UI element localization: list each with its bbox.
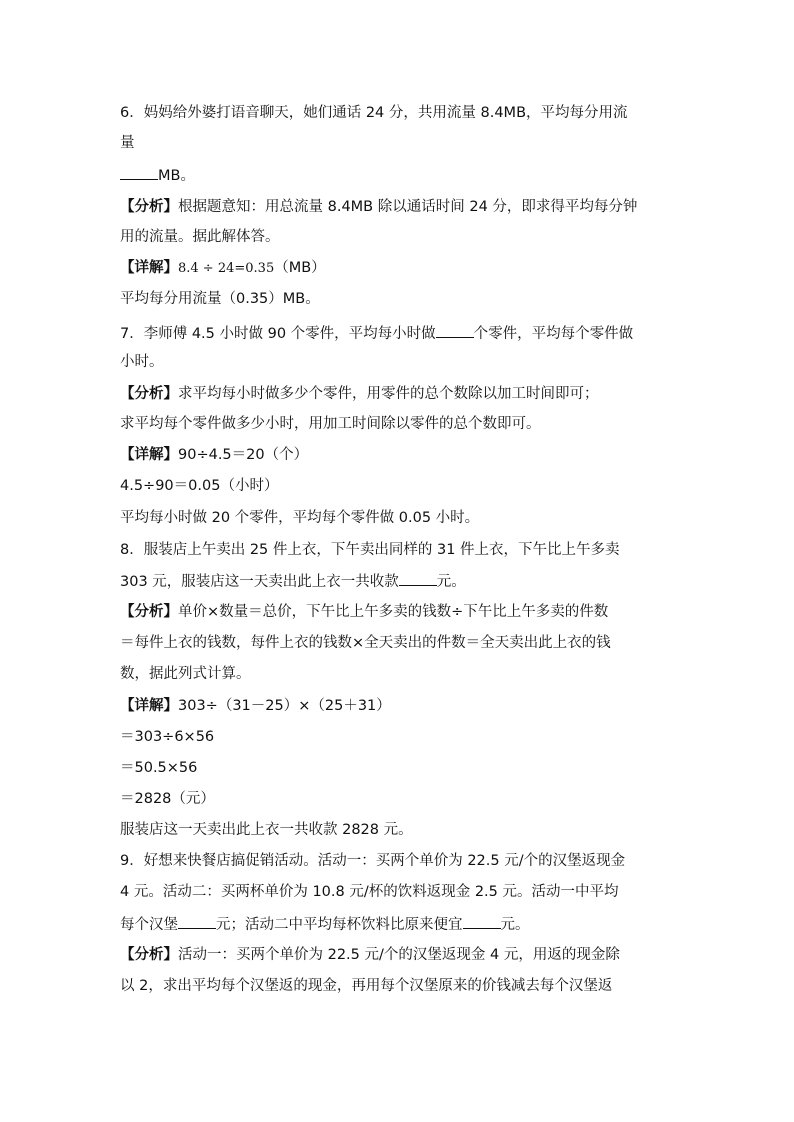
q7-detail-line-2: 4.5÷90＝0.05（小时） — [120, 478, 279, 494]
q7-question-line-2: 小时。 — [120, 354, 164, 370]
analysis-tag: 【分析】 — [120, 947, 178, 963]
q9-question-line-1: 9．好想来快餐店搞促销活动。活动一：买两个单价为 22.5 元/个的汉堡返现金 — [120, 853, 626, 869]
detail-formula: 8.4 ÷ 24=0.35 — [178, 261, 275, 276]
q7-detail-line-1: 【详解】90÷4.5＝20（个） — [120, 447, 309, 463]
q8-question-line-2: 303 元，服装店这一天卖出此上衣一共收款 元。 — [120, 570, 680, 592]
answer-blank — [463, 913, 501, 929]
q7-question-line-1: 7．李师傅 4.5 小时做 90 个零件，平均每小时做 个零件，平均每个零件做 — [120, 322, 680, 344]
detail-tag: 【详解】 — [120, 260, 178, 276]
q9-question-line-2: 4 元。活动二：买两杯单价为 10.8 元/杯的饮料返现金 2.5 元。活动一中平均 — [120, 884, 619, 900]
q7-analysis-line-1: 【分析】求平均每小时做多少个零件，用零件的总个数除以加工时间即可； — [120, 386, 599, 402]
q6-question-line-2: 量 — [120, 135, 135, 151]
q8-analysis-line-2: ＝每件上衣的钱数，每件上衣的钱数×全天卖出的件数＝全天卖出此上衣的钱 — [120, 635, 611, 651]
detail-tag: 【详解】 — [120, 447, 178, 463]
q7-analysis-line-2: 求平均每个零件做多少小时，用加工时间除以零件的总个数即可。 — [120, 416, 541, 432]
q8-detail-line-2: ＝303÷6×56 — [120, 729, 215, 745]
q9-question-line-3: 每个汉堡 元；活动二中平均每杯饮料比原来便宜 元。 — [120, 913, 680, 935]
q6-analysis-line-2: 用的流量。据此解体答。 — [120, 229, 280, 245]
q6-answer: 平均每分用流量（0.35）MB。 — [120, 291, 320, 307]
q8-question-line-1: 8．服装店上午卖出 25 件上衣，下午卖出同样的 31 件上衣，下午比上午多卖 — [120, 542, 620, 558]
answer-blank — [436, 322, 474, 338]
q8-detail-line-1: 【详解】303÷（31－25）×（25＋31） — [120, 698, 391, 714]
analysis-tag: 【分析】 — [120, 604, 178, 620]
q6-detail-line: 【详解】8.4 ÷ 24=0.35（MB） — [120, 260, 326, 276]
detail-tag: 【详解】 — [120, 698, 178, 714]
q9-analysis-line-2: 以 2，求出平均每个汉堡返的现金，再用每个汉堡原来的价钱减去每个汉堡返 — [120, 978, 613, 994]
q6-question-line-3: MB。 — [120, 164, 680, 186]
analysis-tag: 【分析】 — [120, 199, 178, 215]
q7-answer: 平均每小时做 20 个零件，平均每个零件做 0.05 小时。 — [120, 510, 480, 526]
q8-detail-line-3: ＝50.5×56 — [120, 760, 198, 776]
q8-analysis-line-3: 数，据此列式计算。 — [120, 666, 251, 682]
q9-analysis-line-1: 【分析】活动一：买两个单价为 22.5 元/个的汉堡返现金 4 元，用返的现金除 — [120, 947, 620, 963]
q6-question-line-1: 6．妈妈给外婆打语音聊天，她们通话 24 分，共用流量 8.4MB，平均每分用流 — [120, 105, 628, 121]
analysis-tag: 【分析】 — [120, 386, 178, 402]
q6-analysis-line-1: 【分析】根据题意知：用总流量 8.4MB 除以通话时间 24 分，即求得平均每分钟 — [120, 199, 638, 215]
q8-answer: 服装店这一天卖出此上衣一共收款 2828 元。 — [120, 822, 413, 838]
answer-blank — [399, 570, 437, 586]
q8-analysis-line-1: 【分析】单价×数量＝总价，下午比上午多卖的钱数÷下午比上午多卖的件数 — [120, 604, 609, 620]
q8-detail-line-4: ＝2828（元） — [120, 791, 215, 807]
answer-blank — [178, 913, 216, 929]
answer-blank — [120, 164, 158, 180]
